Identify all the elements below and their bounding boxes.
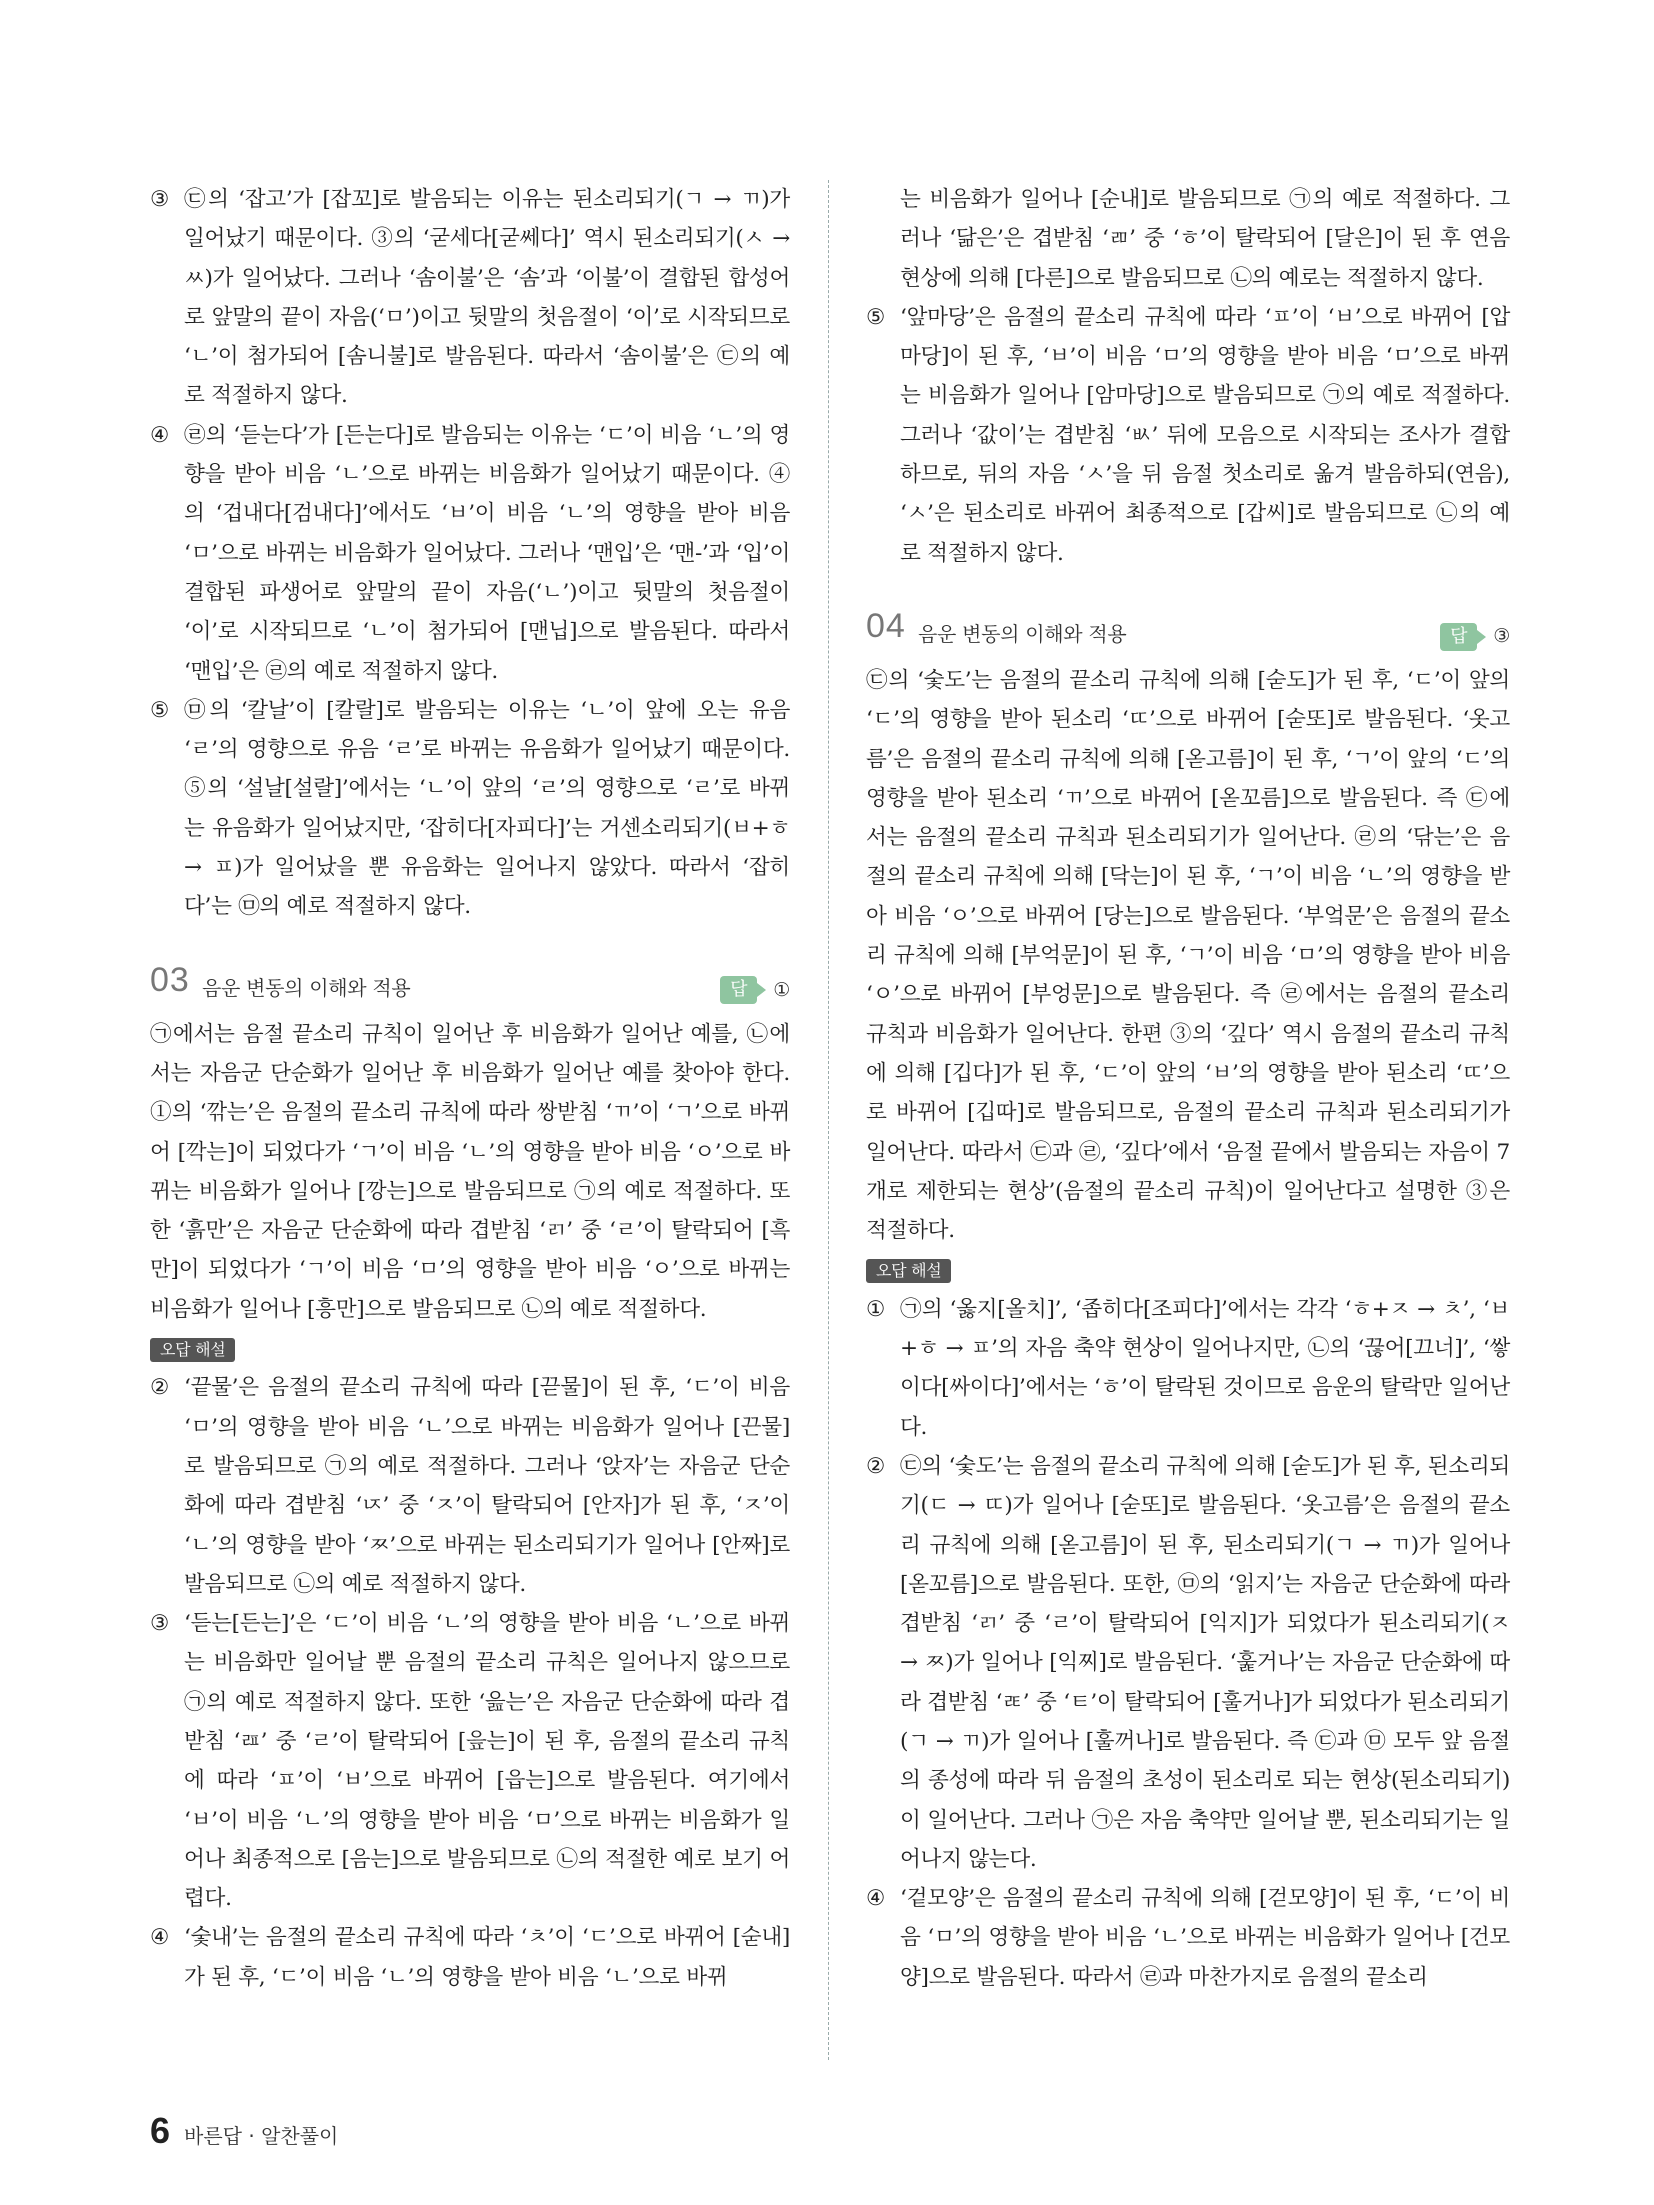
section-header-03 [150, 960, 790, 1009]
item-number: ⑤ [150, 697, 170, 723]
answer-value: ① [773, 978, 790, 1001]
page-footer [150, 2110, 338, 2152]
item-text: ㉢의 ‘숯도’는 음절의 끝소리 규칙에 의해 [숟도]가 된 후, 된소리되기(ㄷ → ㄸ)가 일어나 [숟또]로 발음된다. ‘옷고름’은 음절의 끝소리 규칙에 의해 [옫고름]이 된 후, 된소리되기(ㄱ → ㄲ)가 일어나 [옫꼬름]으로 발음된다. 또한, ㉤의 ‘읽지’는 자음군 단순화에 따라 겹받침 ‘ㄺ’ 중 ‘ㄹ’이 탈락되어 [익지]가 되었다가 된소리되기(ㅈ → ㅉ)가 일어나 [익찌]로 발음된다. ‘훑거나’는 자음군 단순화에 따라 겹받침 ‘ㄾ’ 중 ‘ㅌ’이 탈락되어 [훌거나]가 되었다가 된소리되기(ㄱ → ㄲ)가 일어나 [훌꺼나]로 발음된다. 즉 ㉢과 ㉤ 모두 앞 음절의 종성에 따라 뒤 음절의 초성이 된소리로 되는 현상(된소리되기)이 일어난다. 그러나 ㉠은 자음 축약만 일어날 뿐, 된소리되기는 일어나지 않는다. [900, 1453, 1510, 1872]
section-body: ㉠에서는 음절 끝소리 규칙이 일어난 후 비음화가 일어난 예를, ㉡에서는 자음군 단순화가 일어난 후 비음화가 일어난 예를 찾아야 한다. ①의 ‘깎는’은 음절의 끝소리 규칙에 따라 쌍받침 ‘ㄲ’이 ‘ㄱ’으로 바뀌어 [깍는]이 되었다가 ‘ㄱ’이 비음 ‘ㄴ’의 영향을 받아 비음 ‘ㅇ’으로 바뀌는 비음화가 일어나 [깡는]으로 발음되므로 ㉠의 예로 적절하다. 또한 ‘흙만’은 자음군 단순화에 따라 겹받침 ‘ㄺ’ 중 ‘ㄹ’이 탈락되어 [흑만]이 되었다가 ‘ㄱ’이 비음 ‘ㅁ’의 영향을 받아 비음 ‘ㅇ’으로 바뀌는 비음화가 일어나 [흥만]으로 발음되므로 ㉡의 예로 적절하다. [150, 1021, 790, 1322]
item-number: ② [150, 1375, 170, 1401]
item-text: ㉠의 ‘옳지[올치]’, ‘좁히다[조피다]’에서는 각각 ‘ㅎ+ㅈ → ㅊ’, ‘ㅂ+ㅎ → ㅍ’의 자음 축약 현상이 일어나지만, ㉡의 ‘끊어[끄너]’, ‘쌓이다[싸이다]’에서는 ‘ㅎ’이 탈락된 것이므로 음운의 탈락만 일어난다. [900, 1296, 1510, 1440]
wrong-answer-item-4-continued: 는 비음화가 일어나 [순내]로 발음되므로 ㉠의 예로 적절하다. 그러나 ‘닮은’은 겹받침 ‘ㄻ’ 중 ‘ㅎ’이 탈락되어 [달은]이 된 후 연음 현상에 의해 [다른]으로 발음되므로 ㉡의 예로는 적절하지 않다. [900, 187, 1510, 291]
item-text: ㉢의 ‘잡고’가 [잡꼬]로 발음되는 이유는 된소리되기(ㄱ → ㄲ)가 일어났기 때문이다. ③의 ‘굳세다[굳쎄다]’ 역시 된소리되기(ㅅ → ㅆ)가 일어났다. 그러나 ‘솜이불’은 ‘솜’과 ‘이불’이 결합된 합성어로 앞말의 끝이 자음(‘ㅁ’)이고 뒷말의 첫음절이 ‘이’로 시작되므로 ‘ㄴ’이 첨가되어 [솜니불]로 발음된다. 따라서 ‘솜이불’은 ㉢의 예로 적절하지 않다. [184, 187, 790, 409]
explanation-item-3 [150, 180, 790, 416]
item-text: ㉣의 ‘듣는다’가 [든는다]로 발음되는 이유는 ‘ㄷ’이 비음 ‘ㄴ’의 영향을 받아 비음 ‘ㄴ’으로 바뀌는 비음화가 일어났기 때문이다. ④의 ‘겁내다[검내다]’에서도 ‘ㅂ’이 비음 ‘ㄴ’의 영향을 받아 비음 ‘ㅁ’으로 바뀌는 비음화가 일어났다. 그러나 ‘맨입’은 ‘맨-’과 ‘입’이 결합된 파생어로 앞말의 끝이 자음(‘ㄴ’)이고 뒷말의 첫음절이 ‘이’로 시작되므로 ‘ㄴ’이 첨가되어 [맨닙]으로 발음된다. 따라서 ‘맨입’은 ㉣의 예로 적절하지 않다. [184, 422, 790, 684]
wrong-answer-item-4 [866, 1879, 1510, 1997]
explanation-item-4 [150, 416, 790, 691]
section-title: 음운 변동의 이해와 적용 [918, 621, 1127, 646]
item-text: ㉤의 ‘칼날’이 [칼랄]로 발음되는 이유는 ‘ㄴ’이 앞에 오는 유음 ‘ㄹ’의 영향으로 유음 ‘ㄹ’로 바뀌는 유음화가 일어났기 때문이다. ⑤의 ‘설날[설랄]’에서는 ‘ㄴ’이 앞의 ‘ㄹ’의 영향으로 ‘ㄹ’로 바뀌는 유음화가 일어났지만, ‘잡히다[자피다]’는 거센소리되기(ㅂ+ㅎ → ㅍ)가 일어났을 뿐 유음화는 일어나지 않았다. 따라서 ‘잡히다’는 ㉤의 예로 적절하지 않다. [184, 697, 790, 920]
explanation-item-5 [150, 691, 790, 927]
item-number: ④ [866, 1886, 886, 1912]
section-title: 음운 변동의 이해와 적용 [202, 975, 411, 1000]
wrong-answer-label: 오답 해설 [866, 1259, 951, 1283]
item-number: ⑤ [866, 304, 886, 330]
wrong-answer-label: 오답 해설 [150, 1338, 235, 1362]
item-number: ④ [150, 1925, 170, 1951]
wrong-answer-item-2 [150, 1368, 790, 1604]
item-number: ④ [150, 422, 170, 448]
page-number: 6 [150, 2110, 171, 2151]
answer-badge: 답 [720, 976, 757, 1004]
item-number: ① [866, 1296, 886, 1322]
item-text: ‘숯내’는 음절의 끝소리 규칙에 따라 ‘ㅊ’이 ‘ㄷ’으로 바뀌어 [숟내]가 된 후, ‘ㄷ’이 비음 ‘ㄴ’의 영향을 받아 비음 ‘ㄴ’으로 바뀌 [184, 1925, 790, 1990]
item-number: ③ [150, 1611, 170, 1637]
item-text: ‘겉모양’은 음절의 끝소리 규칙에 의해 [걷모양]이 된 후, ‘ㄷ’이 비음 ‘ㅁ’의 영향을 받아 비음 ‘ㄴ’으로 바뀌는 비음화가 일어나 [건모양]으로 발음된다. 따라서 ㉣과 마찬가지로 음절의 끝소리 [900, 1886, 1510, 1990]
answer-indicator [1440, 617, 1510, 656]
section-body: ㉢의 ‘숯도’는 음절의 끝소리 규칙에 의해 [숟도]가 된 후, ‘ㄷ’이 앞의 ‘ㄷ’의 영향을 받아 된소리 ‘ㄸ’으로 바뀌어 [숟또]로 발음된다. ‘옷고름’은 음절의 끝소리 규칙에 의해 [옫고름]이 된 후, ‘ㄱ’이 앞의 ‘ㄷ’의 영향을 받아 된소리 ‘ㄲ’으로 바뀌어 [옫꼬름]으로 발음된다. 즉 ㉢에서는 음절의 끝소리 규칙과 된소리되기가 일어난다. ㉣의 ‘닦는’은 음절의 끝소리 규칙에 의해 [닥는]이 된 후, ‘ㄱ’이 비음 ‘ㄴ’의 영향을 받아 비음 ‘ㅇ’으로 바뀌어 [당는]으로 발음된다. ‘부엌문’은 음절의 끝소리 규칙에 의해 [부억문]이 된 후, ‘ㄱ’이 비음 ‘ㅁ’의 영향을 받아 비음 ‘ㅇ’으로 바뀌어 [부엉문]으로 발음된다. 즉 ㉣에서는 음절의 끝소리 규칙과 비음화가 일어난다. 한편 ③의 ‘깊다’ 역시 음절의 끝소리 규칙에 의해 [깁다]가 된 후, ‘ㄷ’이 앞의 ‘ㅂ’의 영향을 받아 된소리 ‘ㄸ’으로 바뀌어 [깁따]로 발음되므로, 음절의 끝소리 규칙과 된소리되기가 일어난다. 따라서 ㉢과 ㉣, ‘깊다’에서 ‘음절 끝에서 발음되는 자음이 7개로 제한되는 현상’(음절의 끝소리 규칙)이 일어난다고 설명한 ③은 적절하다. [866, 667, 1510, 1244]
answer-indicator [720, 971, 790, 1010]
wrong-answer-item-4 [150, 1918, 790, 1997]
wrong-answer-item-5 [866, 298, 1510, 573]
item-text: ‘앞마당’은 음절의 끝소리 규칙에 따라 ‘ㅍ’이 ‘ㅂ’으로 바뀌어 [압마당]이 된 후, ‘ㅂ’이 비음 ‘ㅁ’의 영향을 받아 비음 ‘ㅁ’으로 바뀌는 비음화가 일어나 [암마당]으로 발음되므로 ㉠의 예로 적절하다. 그러나 ‘값이’는 겹받침 ‘ㅄ’ 뒤에 모음으로 시작되는 조사가 결합하므로, 뒤의 자음 ‘ㅅ’을 뒤 음절 첫소리로 옮겨 발음하되(연음), ‘ㅅ’은 된소리로 바뀌어 최종적으로 [갑씨]로 발음되므로 ㉡의 예로 적절하지 않다. [900, 304, 1510, 566]
item-text: ‘끝물’은 음절의 끝소리 규칙에 따라 [끋물]이 된 후, ‘ㄷ’이 비음 ‘ㅁ’의 영향을 받아 비음 ‘ㄴ’으로 바뀌는 비음화가 일어나 [끈물]로 발음되므로 ㉠의 예로 적절하다. 그러나 ‘앉자’는 자음군 단순화에 따라 겹받침 ‘ㄵ’ 중 ‘ㅈ’이 탈락되어 [안자]가 된 후, ‘ㅈ’이 ‘ㄴ’의 영향을 받아 ‘ㅉ’으로 바뀌는 된소리되기가 일어나 [안짜]로 발음되므로 ㉡의 예로 적절하지 않다. [184, 1375, 790, 1597]
item-text: ‘듣는[든는]’은 ‘ㄷ’이 비음 ‘ㄴ’의 영향을 받아 비음 ‘ㄴ’으로 바뀌는 비음화만 일어날 뿐 음절의 끝소리 규칙은 일어나지 않으므로 ㉠의 예로 적절하지 않다. 또한 ‘읊는’은 자음군 단순화에 따라 겹받침 ‘ㄿ’ 중 ‘ㄹ’이 탈락되어 [읖는]이 된 후, 음절의 끝소리 규칙에 따라 ‘ㅍ’이 ‘ㅂ’으로 바뀌어 [읍는]으로 발음된다. 여기에서 ‘ㅂ’이 비음 ‘ㄴ’의 영향을 받아 비음 ‘ㅁ’으로 바뀌는 비음화가 일어나 최종적으로 [음는]으로 발음되므로 ㉡의 적절한 예로 보기 어렵다. [184, 1611, 790, 1912]
column-divider [828, 180, 829, 2060]
book-title: 바른답 · 알찬풀이 [184, 2124, 339, 2148]
item-number: ② [866, 1453, 886, 1479]
wrong-answer-item-1 [866, 1290, 1510, 1447]
section-number: 03 [150, 960, 190, 999]
section-header-04 [866, 606, 1510, 655]
wrong-answer-item-3 [150, 1604, 790, 1918]
answer-value: ③ [1493, 624, 1510, 647]
right-column [866, 180, 1510, 1997]
item-number: ③ [150, 187, 170, 212]
section-number: 04 [866, 606, 906, 645]
left-column [150, 180, 790, 1997]
answer-badge: 답 [1440, 623, 1477, 651]
wrong-answer-item-2 [866, 1447, 1510, 1879]
